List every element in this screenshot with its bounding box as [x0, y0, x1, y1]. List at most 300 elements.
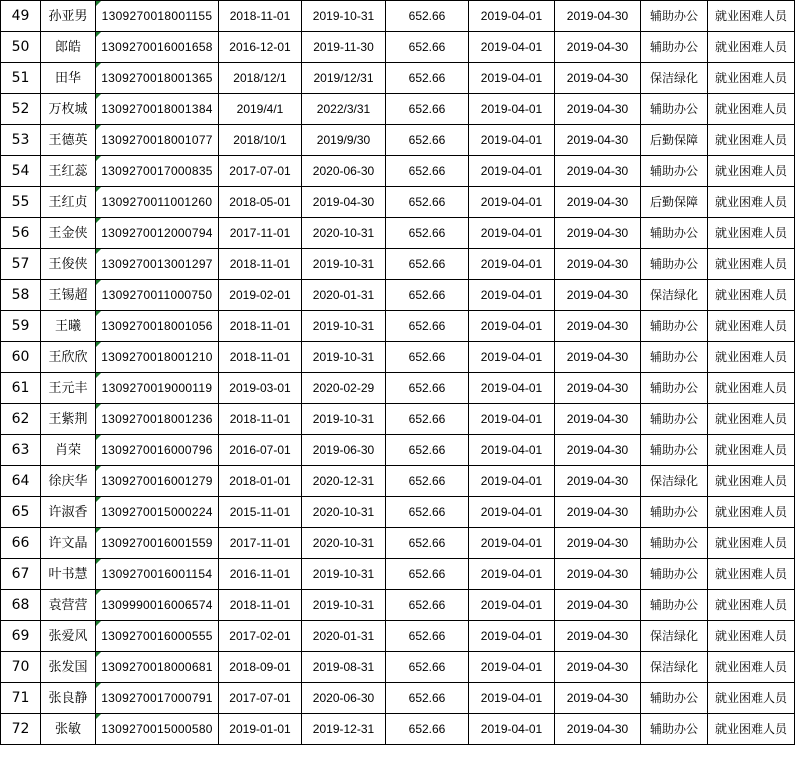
contract-start-cell[interactable]: [219, 559, 302, 590]
post-type-cell[interactable]: [641, 714, 708, 745]
contract-end-cell[interactable]: [302, 652, 386, 683]
id-number-cell[interactable]: [96, 714, 219, 745]
cell-text: 2019-04-01: [480, 567, 543, 581]
person-category-cell[interactable]: [708, 683, 795, 714]
period-start-cell[interactable]: [469, 528, 555, 559]
person-category-cell[interactable]: [708, 466, 795, 497]
cell-marker-icon: [96, 63, 101, 68]
cell-text: 66: [11, 535, 30, 551]
person-category-cell[interactable]: [708, 373, 795, 404]
subsidy-amount-cell[interactable]: [386, 590, 469, 621]
post-type-cell[interactable]: [641, 311, 708, 342]
row-number-cell[interactable]: [1, 156, 41, 187]
cell-text: 65: [11, 504, 30, 520]
row-number-cell[interactable]: [1, 342, 41, 373]
name-cell[interactable]: [41, 311, 96, 342]
name-cell[interactable]: [41, 466, 96, 497]
id-number-cell[interactable]: [96, 125, 219, 156]
row-number-cell[interactable]: [1, 1, 41, 32]
row-number-cell[interactable]: [1, 94, 41, 125]
contract-end-cell[interactable]: [302, 280, 386, 311]
id-number-cell[interactable]: [96, 435, 219, 466]
row-number-cell[interactable]: [1, 590, 41, 621]
contract-start-cell[interactable]: [219, 249, 302, 280]
subsidy-amount-cell[interactable]: [386, 435, 469, 466]
period-start-cell[interactable]: [469, 342, 555, 373]
cell-text: 652.66: [408, 629, 446, 643]
post-type-cell[interactable]: [641, 218, 708, 249]
subsidy-amount-cell[interactable]: [386, 218, 469, 249]
contract-start-cell[interactable]: [219, 373, 302, 404]
person-category-cell[interactable]: [708, 32, 795, 63]
table-row: [1, 280, 795, 311]
name-cell[interactable]: [41, 528, 96, 559]
subsidy-amount-cell[interactable]: [386, 466, 469, 497]
cell-text: 王紫荆: [48, 411, 88, 427]
cell-text: 2019-04-30: [566, 40, 629, 54]
contract-start-cell[interactable]: [219, 435, 302, 466]
period-end-cell[interactable]: [555, 94, 641, 125]
table-row: [1, 156, 795, 187]
person-category-cell[interactable]: [708, 311, 795, 342]
post-type-cell[interactable]: [641, 559, 708, 590]
contract-start-cell[interactable]: [219, 94, 302, 125]
row-number-cell[interactable]: [1, 683, 41, 714]
cell-text: 49: [11, 8, 30, 24]
person-category-cell[interactable]: [708, 187, 795, 218]
subsidy-amount-cell[interactable]: [386, 373, 469, 404]
subsidy-amount-cell[interactable]: [386, 528, 469, 559]
contract-start-cell[interactable]: [219, 683, 302, 714]
contract-start-cell[interactable]: [219, 187, 302, 218]
cell-text: 1309270013001297: [101, 257, 213, 271]
cell-text: 2019-04-01: [480, 412, 543, 426]
post-type-cell[interactable]: [641, 373, 708, 404]
post-type-cell[interactable]: [641, 683, 708, 714]
person-category-cell[interactable]: [708, 249, 795, 280]
contract-end-cell[interactable]: [302, 63, 386, 94]
cell-text: 652.66: [408, 443, 446, 457]
subsidy-amount-cell[interactable]: [386, 125, 469, 156]
contract-end-cell[interactable]: [302, 497, 386, 528]
row-number-cell[interactable]: [1, 218, 41, 249]
contract-end-cell[interactable]: [302, 404, 386, 435]
contract-start-cell[interactable]: [219, 528, 302, 559]
cell-text: 2016-07-01: [229, 443, 291, 457]
cell-text: 许淑香: [48, 504, 88, 520]
table-row: [1, 94, 795, 125]
post-type-cell[interactable]: [641, 621, 708, 652]
period-start-cell[interactable]: [469, 187, 555, 218]
post-type-cell[interactable]: [641, 94, 708, 125]
row-number-cell[interactable]: [1, 125, 41, 156]
period-end-cell[interactable]: [555, 528, 641, 559]
period-start-cell[interactable]: [469, 559, 555, 590]
subsidy-amount-cell[interactable]: [386, 652, 469, 683]
row-number-cell[interactable]: [1, 373, 41, 404]
subsidy-amount-cell[interactable]: [386, 311, 469, 342]
subsidy-amount-cell[interactable]: [386, 63, 469, 94]
post-type-cell[interactable]: [641, 342, 708, 373]
row-number-cell[interactable]: [1, 621, 41, 652]
cell-text: 652.66: [408, 133, 446, 147]
period-end-cell[interactable]: [555, 466, 641, 497]
subsidy-amount-cell[interactable]: [386, 280, 469, 311]
contract-start-cell[interactable]: [219, 218, 302, 249]
cell-text: 2019-04-30: [566, 102, 629, 116]
id-number-cell[interactable]: [96, 652, 219, 683]
row-number-cell[interactable]: [1, 32, 41, 63]
cell-text: 2019-04-01: [480, 288, 543, 302]
cell-text: 62: [11, 411, 30, 427]
period-end-cell[interactable]: [555, 187, 641, 218]
period-start-cell[interactable]: [469, 683, 555, 714]
contract-start-cell[interactable]: [219, 156, 302, 187]
name-cell[interactable]: [41, 373, 96, 404]
name-cell[interactable]: [41, 404, 96, 435]
contract-end-cell[interactable]: [302, 528, 386, 559]
contract-end-cell[interactable]: [302, 342, 386, 373]
period-end-cell[interactable]: [555, 63, 641, 94]
period-start-cell[interactable]: [469, 32, 555, 63]
period-end-cell[interactable]: [555, 497, 641, 528]
contract-start-cell[interactable]: [219, 125, 302, 156]
period-end-cell[interactable]: [555, 218, 641, 249]
period-start-cell[interactable]: [469, 404, 555, 435]
contract-start-cell[interactable]: [219, 714, 302, 745]
id-number-cell[interactable]: [96, 404, 219, 435]
period-end-cell[interactable]: [555, 652, 641, 683]
person-category-cell[interactable]: [708, 621, 795, 652]
contract-end-cell[interactable]: [302, 683, 386, 714]
cell-text: 王德英: [48, 132, 88, 148]
cell-text: 2019-01-01: [229, 722, 291, 736]
period-start-cell[interactable]: [469, 435, 555, 466]
cell-text: 1309270016000796: [101, 443, 213, 457]
period-end-cell[interactable]: [555, 249, 641, 280]
period-start-cell[interactable]: [469, 1, 555, 32]
id-number-cell[interactable]: [96, 559, 219, 590]
id-number-cell[interactable]: [96, 63, 219, 94]
cell-marker-icon: [96, 373, 101, 378]
name-cell[interactable]: [41, 652, 96, 683]
person-category-cell[interactable]: [708, 497, 795, 528]
cell-text: 2019-04-01: [480, 443, 543, 457]
contract-start-cell[interactable]: [219, 466, 302, 497]
row-number-cell[interactable]: [1, 652, 41, 683]
post-type-cell[interactable]: [641, 528, 708, 559]
cell-text: 2019-04-30: [312, 195, 375, 209]
period-start-cell[interactable]: [469, 497, 555, 528]
post-type-cell[interactable]: [641, 125, 708, 156]
name-cell[interactable]: [41, 559, 96, 590]
period-end-cell[interactable]: [555, 125, 641, 156]
period-end-cell[interactable]: [555, 559, 641, 590]
row-number-cell[interactable]: [1, 249, 41, 280]
subsidy-amount-cell[interactable]: [386, 187, 469, 218]
cell-marker-icon: [96, 187, 101, 192]
period-end-cell[interactable]: [555, 280, 641, 311]
subsidy-amount-cell[interactable]: [386, 32, 469, 63]
contract-end-cell[interactable]: [302, 559, 386, 590]
period-start-cell[interactable]: [469, 652, 555, 683]
contract-end-cell[interactable]: [302, 187, 386, 218]
name-cell[interactable]: [41, 249, 96, 280]
cell-text: 67: [11, 566, 30, 582]
cell-text: 652.66: [408, 722, 446, 736]
id-number-cell[interactable]: [96, 528, 219, 559]
contract-start-cell[interactable]: [219, 497, 302, 528]
person-category-cell[interactable]: [708, 156, 795, 187]
person-category-cell[interactable]: [708, 652, 795, 683]
id-number-cell[interactable]: [96, 621, 219, 652]
period-start-cell[interactable]: [469, 63, 555, 94]
name-cell[interactable]: [41, 621, 96, 652]
period-end-cell[interactable]: [555, 404, 641, 435]
period-end-cell[interactable]: [555, 342, 641, 373]
person-category-cell[interactable]: [708, 404, 795, 435]
id-number-cell[interactable]: [96, 466, 219, 497]
person-category-cell[interactable]: [708, 125, 795, 156]
name-cell[interactable]: [41, 590, 96, 621]
period-start-cell[interactable]: [469, 714, 555, 745]
person-category-cell[interactable]: [708, 590, 795, 621]
person-category-cell[interactable]: [708, 94, 795, 125]
post-type-cell[interactable]: [641, 652, 708, 683]
id-number-cell[interactable]: [96, 497, 219, 528]
cell-text: 652.66: [408, 536, 446, 550]
table-row: [1, 187, 795, 218]
post-type-cell[interactable]: [641, 1, 708, 32]
person-category-cell[interactable]: [708, 714, 795, 745]
id-number-cell[interactable]: [96, 32, 219, 63]
cell-text: 2019-04-01: [480, 474, 543, 488]
subsidy-amount-cell[interactable]: [386, 683, 469, 714]
name-cell[interactable]: [41, 63, 96, 94]
period-start-cell[interactable]: [469, 249, 555, 280]
cell-marker-icon: [96, 1, 101, 6]
contract-start-cell[interactable]: [219, 63, 302, 94]
cell-text: 辅助办公: [649, 9, 698, 23]
contract-end-cell[interactable]: [302, 590, 386, 621]
person-category-cell[interactable]: [708, 63, 795, 94]
cell-text: 63: [11, 442, 30, 458]
name-cell[interactable]: [41, 714, 96, 745]
period-start-cell[interactable]: [469, 621, 555, 652]
subsidy-amount-cell[interactable]: [386, 621, 469, 652]
row-number-cell[interactable]: [1, 404, 41, 435]
subsidy-amount-cell[interactable]: [386, 249, 469, 280]
period-end-cell[interactable]: [555, 621, 641, 652]
cell-text: 1309270018001155: [101, 9, 213, 23]
period-start-cell[interactable]: [469, 466, 555, 497]
cell-text: 就业困难人员: [714, 412, 787, 426]
contract-end-cell[interactable]: [302, 125, 386, 156]
name-cell[interactable]: [41, 125, 96, 156]
subsidy-amount-cell[interactable]: [386, 156, 469, 187]
contract-start-cell[interactable]: [219, 342, 302, 373]
cell-text: 保洁绿化: [649, 71, 698, 85]
period-end-cell[interactable]: [555, 590, 641, 621]
cell-text: 2019-04-30: [566, 9, 629, 23]
id-number-cell[interactable]: [96, 156, 219, 187]
contract-end-cell[interactable]: [302, 249, 386, 280]
cell-text: 辅助办公: [649, 598, 698, 612]
contract-end-cell[interactable]: [302, 94, 386, 125]
cell-text: 50: [11, 39, 30, 55]
id-number-cell[interactable]: [96, 1, 219, 32]
person-category-cell[interactable]: [708, 218, 795, 249]
person-category-cell[interactable]: [708, 280, 795, 311]
cell-text: 2018-11-01: [229, 598, 291, 612]
cell-text: 2019-04-01: [480, 660, 543, 674]
cell-text: 2019-10-31: [312, 9, 375, 23]
contract-start-cell[interactable]: [219, 404, 302, 435]
subsidy-amount-cell[interactable]: [386, 342, 469, 373]
post-type-cell[interactable]: [641, 497, 708, 528]
subsidy-amount-cell[interactable]: [386, 559, 469, 590]
cell-text: 2016-12-01: [229, 40, 291, 54]
contract-end-cell[interactable]: [302, 218, 386, 249]
contract-end-cell[interactable]: [302, 1, 386, 32]
contract-end-cell[interactable]: [302, 714, 386, 745]
row-number-cell[interactable]: [1, 714, 41, 745]
row-number-cell[interactable]: [1, 559, 41, 590]
cell-text: 就业困难人员: [714, 381, 787, 395]
contract-end-cell[interactable]: [302, 32, 386, 63]
id-number-cell[interactable]: [96, 218, 219, 249]
row-number-cell[interactable]: [1, 497, 41, 528]
cell-text: 652.66: [408, 381, 446, 395]
name-cell[interactable]: [41, 218, 96, 249]
cell-text: 1309270016001559: [101, 536, 213, 550]
name-cell[interactable]: [41, 1, 96, 32]
cell-text: 2018-11-01: [229, 412, 291, 426]
post-type-cell[interactable]: [641, 280, 708, 311]
table-row: [1, 342, 795, 373]
post-type-cell[interactable]: [641, 404, 708, 435]
cell-marker-icon: [96, 652, 101, 657]
period-end-cell[interactable]: [555, 156, 641, 187]
period-end-cell[interactable]: [555, 311, 641, 342]
contract-end-cell[interactable]: [302, 156, 386, 187]
person-category-cell[interactable]: [708, 342, 795, 373]
name-cell[interactable]: [41, 94, 96, 125]
name-cell[interactable]: [41, 280, 96, 311]
post-type-cell[interactable]: [641, 590, 708, 621]
name-cell[interactable]: [41, 435, 96, 466]
contract-start-cell[interactable]: [219, 32, 302, 63]
row-number-cell[interactable]: [1, 528, 41, 559]
cell-text: 652.66: [408, 9, 446, 23]
period-start-cell[interactable]: [469, 590, 555, 621]
period-end-cell[interactable]: [555, 683, 641, 714]
subsidy-amount-cell[interactable]: [386, 714, 469, 745]
period-end-cell[interactable]: [555, 373, 641, 404]
id-number-cell[interactable]: [96, 590, 219, 621]
id-number-cell[interactable]: [96, 280, 219, 311]
post-type-cell[interactable]: [641, 187, 708, 218]
contract-start-cell[interactable]: [219, 590, 302, 621]
contract-end-cell[interactable]: [302, 435, 386, 466]
contract-start-cell[interactable]: [219, 1, 302, 32]
id-number-cell[interactable]: [96, 342, 219, 373]
period-end-cell[interactable]: [555, 714, 641, 745]
period-start-cell[interactable]: [469, 125, 555, 156]
subsidy-amount-cell[interactable]: [386, 497, 469, 528]
person-category-cell[interactable]: [708, 528, 795, 559]
id-number-cell[interactable]: [96, 373, 219, 404]
post-type-cell[interactable]: [641, 466, 708, 497]
post-type-cell[interactable]: [641, 249, 708, 280]
cell-text: 2020-10-31: [312, 536, 375, 550]
row-number-cell[interactable]: [1, 187, 41, 218]
contract-end-cell[interactable]: [302, 373, 386, 404]
row-number-cell[interactable]: [1, 280, 41, 311]
name-cell[interactable]: [41, 497, 96, 528]
row-number-cell[interactable]: [1, 311, 41, 342]
subsidy-amount-cell[interactable]: [386, 404, 469, 435]
cell-text: 2018-01-01: [229, 474, 291, 488]
period-end-cell[interactable]: [555, 435, 641, 466]
period-start-cell[interactable]: [469, 311, 555, 342]
subsidy-amount-cell[interactable]: [386, 94, 469, 125]
name-cell[interactable]: [41, 156, 96, 187]
id-number-cell[interactable]: [96, 94, 219, 125]
post-type-cell[interactable]: [641, 156, 708, 187]
period-end-cell[interactable]: [555, 32, 641, 63]
id-number-cell[interactable]: [96, 187, 219, 218]
contract-end-cell[interactable]: [302, 311, 386, 342]
row-number-cell[interactable]: [1, 63, 41, 94]
period-start-cell[interactable]: [469, 280, 555, 311]
post-type-cell[interactable]: [641, 63, 708, 94]
contract-end-cell[interactable]: [302, 466, 386, 497]
id-number-cell[interactable]: [96, 683, 219, 714]
name-cell[interactable]: [41, 342, 96, 373]
cell-text: 2019-04-01: [480, 257, 543, 271]
cell-text: 1309270016000555: [101, 629, 213, 643]
contract-end-cell[interactable]: [302, 621, 386, 652]
cell-text: 2019-04-01: [480, 350, 543, 364]
contract-start-cell[interactable]: [219, 280, 302, 311]
post-type-cell[interactable]: [641, 435, 708, 466]
cell-text: 652.66: [408, 598, 446, 612]
cell-text: 652.66: [408, 40, 446, 54]
period-start-cell[interactable]: [469, 218, 555, 249]
id-number-cell[interactable]: [96, 249, 219, 280]
row-number-cell[interactable]: [1, 466, 41, 497]
person-category-cell[interactable]: [708, 435, 795, 466]
row-number-cell[interactable]: [1, 435, 41, 466]
contract-start-cell[interactable]: [219, 311, 302, 342]
name-cell[interactable]: [41, 683, 96, 714]
contract-start-cell[interactable]: [219, 652, 302, 683]
period-start-cell[interactable]: [469, 94, 555, 125]
subsidy-amount-cell[interactable]: [386, 1, 469, 32]
name-cell[interactable]: [41, 32, 96, 63]
name-cell[interactable]: [41, 187, 96, 218]
period-start-cell[interactable]: [469, 156, 555, 187]
contract-start-cell[interactable]: [219, 621, 302, 652]
cell-text: 68: [11, 597, 30, 613]
id-number-cell[interactable]: [96, 311, 219, 342]
period-end-cell[interactable]: [555, 1, 641, 32]
period-start-cell[interactable]: [469, 373, 555, 404]
person-category-cell[interactable]: [708, 559, 795, 590]
post-type-cell[interactable]: [641, 32, 708, 63]
person-category-cell[interactable]: [708, 1, 795, 32]
